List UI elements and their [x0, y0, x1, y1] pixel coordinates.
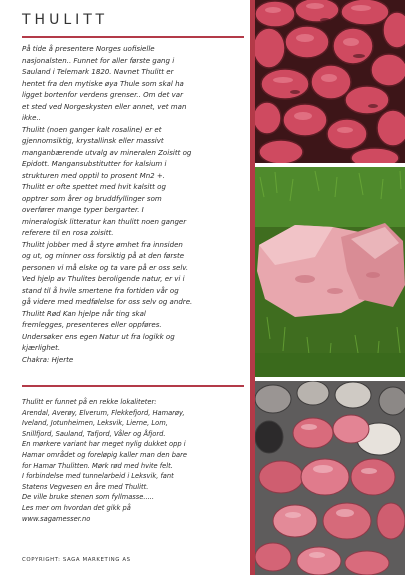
photo-column — [255, 0, 405, 575]
rough-thulite-on-grass-photo — [255, 167, 405, 377]
page-title: THULITT — [22, 12, 109, 28]
tumbled-thulite-photo — [255, 0, 405, 163]
locations-paragraph: Thulitt er funnet på en rekke lokaliteter: Arendal, Averøy, Elverum, Flekkefjord, Hamarøy, Iveland, Jotunheimen, Leksvik, Lierne, Lom, Snillfjord, Sauland, Tafjord, Våler og Åfjord. En mørkere variant har meget nylig dukket opp i Hamar området og foreløpig kaller man den bare for Hamar Thulitten. Mørk rød med hvite felt. I forbindelse med tunnelarbeid i Leksvik, fant Statens Vegvesen en åre med Thulitt. De ville bruke stenen som fyllmasse..... Les mer om hvordan det gikk på www.sagamesser.no — [22, 398, 187, 523]
section-divider — [22, 385, 244, 387]
locations-section — [22, 397, 246, 524]
intro-section — [22, 43, 246, 365]
intro-paragraph: På tide å presentere Norges uofisielle nasjonalsten.. Funnet for aller første gang i Sauland i Telemark 1820. Navnet Thulitt er hentet fra den mytiske øya Thule som skal ha ligget bortenfor verdens grenser.. Om det var et sted ved Norgeskysten eller annet, vet man ikke.. Thulitt (noen ganger kalt rosaline) er et gjennomsiktig, krystallinsk eller massivt manganbærende utvalg av mineralen Zoisitt og Epidott. Mangansubstitutter for kalsium i strukturen med opptil to prosent Mn2 +. Thulitt er ofte spettet med hvit kalsitt og opptrer som årer og bruddfyllinger som overfører mange typer bergarter. I mineralogisk litteratur kan thulitt noen ganger referere til en rosa zoisitt. Thulitt jobber med å styre ømhet fra innsiden og ut, og minner oss forsiktig på at den første personen vi må elske og ta vare på er oss selv. Ved hjelp av Thulites beroligende natur, er vi i stand til å hvile smertene fra fortiden vår og gå videre med medfølelse for oss selv og andre. Thulitt Rød Kan hjelpe når ting skal fremlegges, presenteres eller oppføres. Undersøker ens egen Natur ut fra logikk og kjærlighet. Chakra: Hjerte — [22, 44, 193, 364]
title-divider — [22, 36, 244, 38]
copyright-notice: COPYRIGHT: SAGA MARKETING AS — [22, 557, 131, 563]
polished-stones-photo — [255, 381, 405, 575]
